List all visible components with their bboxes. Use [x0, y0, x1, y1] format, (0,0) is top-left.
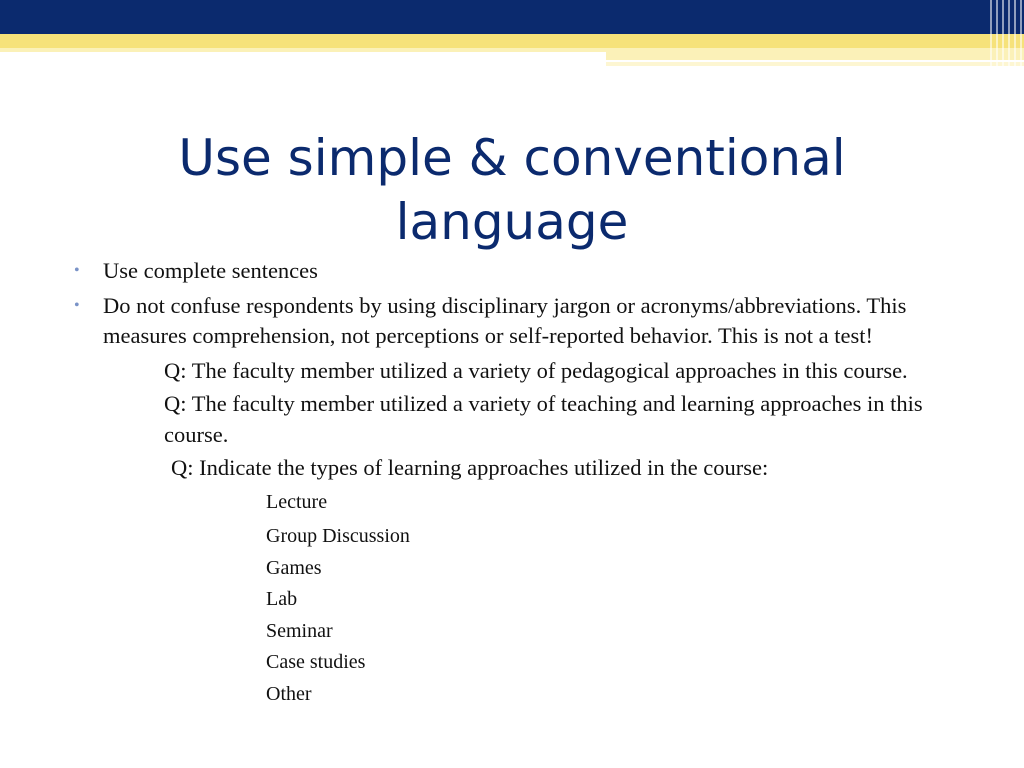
bullet-list — [74, 256, 974, 352]
option-item: Games — [266, 556, 322, 579]
header-band-navy — [0, 0, 1024, 34]
slide-title: Use simple & conventional language — [178, 129, 846, 251]
bullet-icon: • — [74, 262, 80, 279]
header-stripes — [990, 0, 1024, 68]
question-example-1: Q: The faculty member utilized a variety of pedagogical approaches in this course. — [164, 357, 908, 383]
header-accent-bar — [606, 52, 1024, 60]
question-example-2: Q: The faculty member utilized a variety of teaching and learning approaches in this course. — [164, 391, 923, 447]
question-example-3: Q: Indicate the types of learning approaches utilized in the course: — [171, 455, 769, 480]
header-band-yellow — [0, 34, 1024, 48]
bullet-item — [74, 256, 974, 287]
bullet-text: Do not confuse respondents by using disciplinary jargon or acronyms/abbreviations. This measures comprehension, not perceptions or self-reported behavior. This is not a test! — [103, 292, 907, 348]
option-item: Seminar — [266, 619, 333, 642]
option-item: Case studies — [266, 651, 366, 673]
bullet-item — [74, 291, 974, 352]
header-accent-bar-thin — [606, 62, 1024, 66]
option-item: Lab — [266, 588, 298, 610]
option-item: Other — [266, 682, 312, 705]
options-list — [266, 487, 974, 711]
bullet-icon: • — [74, 296, 80, 314]
slide-body — [74, 256, 974, 710]
bullet-text: Use complete sentences — [103, 258, 318, 283]
option-item: Lecture — [266, 490, 328, 513]
option-item: Group Discussion — [266, 525, 410, 547]
